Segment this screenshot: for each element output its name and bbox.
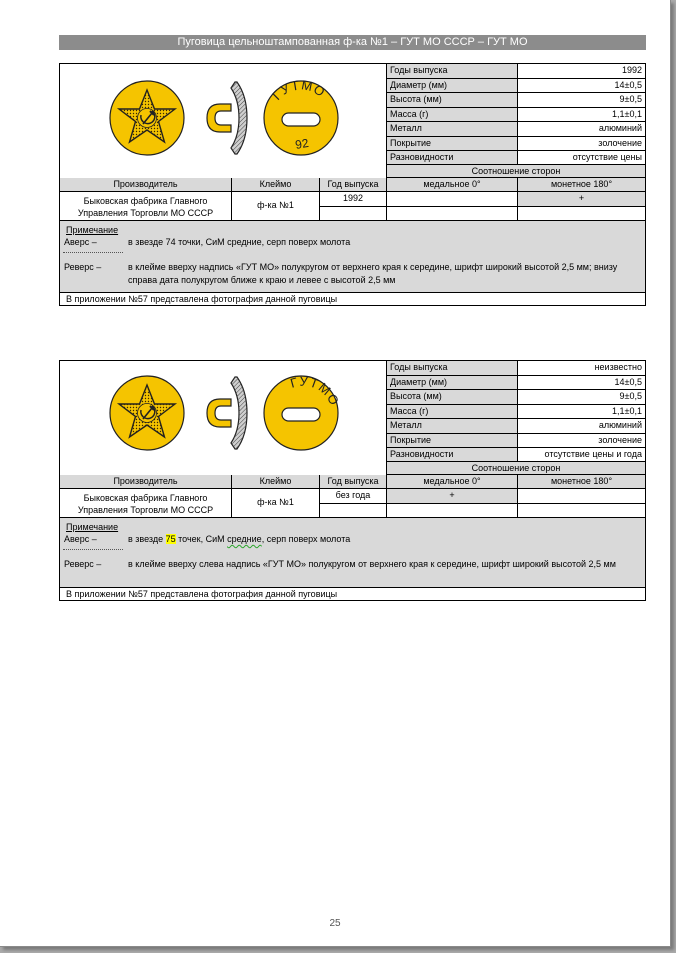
header-medal: медальное 0° bbox=[387, 178, 518, 191]
coin-cell: + bbox=[518, 192, 645, 220]
highlighted-count: 75 bbox=[165, 534, 176, 544]
photo-note: В приложении №57 представлена фотография данной пуговицы bbox=[66, 294, 338, 304]
header-year: Год выпуска bbox=[320, 178, 387, 191]
header-coin: монетное 180° bbox=[550, 476, 613, 486]
button-card-2 bbox=[59, 360, 646, 601]
prop-row-coating: Покрытие золочение bbox=[387, 434, 645, 449]
header-coin: монетное 180° bbox=[550, 179, 613, 189]
header-stamp: Клеймо bbox=[232, 475, 320, 488]
prop-row-years: Годы выпуска неизвестно bbox=[387, 361, 645, 376]
obverse-image bbox=[110, 81, 184, 155]
manufacturer-row bbox=[60, 192, 645, 221]
profile-image bbox=[207, 82, 247, 154]
prop-row-mass: Масса (г) 1,1±0,1 bbox=[387, 405, 645, 420]
note-title: Примечание bbox=[66, 225, 119, 235]
obverse-label: Аверс – bbox=[64, 237, 97, 247]
reverse-text: в клейме вверху надпись «ГУТ МО» полукругом от верхнего края к середине, шрифт широкий высотой 2,5 мм; внизу справа дата полукругом ближе к краю и левее с высотой 2,5 мм bbox=[128, 262, 618, 285]
photo-note: В приложении №57 представлена фотография данной пуговицы bbox=[66, 589, 338, 599]
ratio-header: Соотношение сторон bbox=[387, 164, 645, 178]
notes-section bbox=[60, 518, 645, 588]
reverse-text: в клейме вверху слева надпись «ГУТ МО» полукругом от верхнего края к середине, шрифт широкий высотой 2,5 мм bbox=[128, 559, 616, 569]
header-stamp: Клеймо bbox=[232, 178, 320, 191]
notes-section bbox=[60, 221, 645, 293]
medal-cell: + bbox=[387, 489, 518, 517]
manufacturer-cell: Быковская фабрика Главного Управления Торговли МО СССР bbox=[60, 489, 232, 517]
properties-table bbox=[387, 361, 645, 463]
prop-row-height: Высота (мм) 9±0,5 bbox=[387, 93, 645, 108]
reverse-image bbox=[264, 77, 338, 155]
reverse-inscription-text: ГУТМО bbox=[288, 373, 343, 409]
properties-table bbox=[387, 64, 645, 166]
obverse-text: в звезде 74 точки, СиМ средние, серп поверх молота bbox=[128, 237, 351, 247]
reverse-image bbox=[264, 374, 342, 450]
prop-row-metal: Металл алюминий bbox=[387, 122, 645, 137]
manufacturer-row bbox=[60, 489, 645, 518]
stamp-cell: ф-ка №1 bbox=[232, 192, 320, 220]
button-drawing bbox=[60, 361, 386, 475]
medal-cell bbox=[387, 192, 518, 220]
button-drawing bbox=[60, 64, 386, 178]
manufacturer-cell: Быковская фабрика Главного Управления Торговли МО СССР bbox=[60, 192, 232, 220]
obverse-image bbox=[110, 376, 184, 450]
prop-row-mass: Масса (г) 1,1±0,1 bbox=[387, 108, 645, 123]
prop-row-variety: Разновидности отсутствие цены и года bbox=[387, 448, 645, 463]
header-year: Год выпуска bbox=[320, 475, 387, 488]
prop-row-diameter: Диаметр (мм) 14±0,5 bbox=[387, 79, 645, 94]
prop-row-diameter: Диаметр (мм) 14±0,5 bbox=[387, 376, 645, 391]
manufacturer-header-row bbox=[60, 475, 645, 489]
reverse-label: Реверс – bbox=[64, 559, 102, 569]
manufacturer-header-row bbox=[60, 178, 645, 192]
obverse-text: в звезде 75 точек, СиМ средние, серп поверх молота bbox=[128, 534, 351, 544]
ratio-header: Соотношение сторон bbox=[387, 461, 645, 475]
profile-image bbox=[207, 377, 247, 449]
year-cell: без года bbox=[320, 489, 387, 517]
note-title: Примечание bbox=[66, 522, 119, 532]
header-medal: медальное 0° bbox=[387, 475, 518, 488]
stamp-cell: ф-ка №1 bbox=[232, 489, 320, 517]
page-title: Пуговица цельноштампованная ф-ка №1 – ГУТ МО СССР – ГУТ МО bbox=[59, 35, 646, 50]
reverse-label: Реверс – bbox=[64, 262, 102, 272]
reverse-date-text: 92 bbox=[294, 135, 310, 152]
year-cell: 1992 bbox=[320, 192, 387, 220]
button-illustration-cell bbox=[60, 361, 387, 475]
button-illustration-cell bbox=[60, 64, 387, 178]
reverse-inscription-text: ГУТМО bbox=[269, 77, 329, 103]
header-manufacturer: Производитель bbox=[60, 475, 232, 488]
prop-row-height: Высота (мм) 9±0,5 bbox=[387, 390, 645, 405]
coin-cell bbox=[518, 489, 645, 517]
button-card-1 bbox=[59, 63, 646, 306]
divider bbox=[63, 252, 123, 253]
divider bbox=[63, 549, 123, 550]
prop-row-metal: Металл алюминий bbox=[387, 419, 645, 434]
prop-row-variety: Разновидности отсутствие цены bbox=[387, 151, 645, 166]
obverse-label: Аверс – bbox=[64, 534, 97, 544]
spellcheck-word: средние bbox=[227, 534, 262, 544]
prop-row-coating: Покрытие золочение bbox=[387, 137, 645, 152]
page-number: 25 bbox=[329, 918, 341, 929]
prop-row-years: Годы выпуска 1992 bbox=[387, 64, 645, 79]
header-manufacturer: Производитель bbox=[60, 178, 232, 191]
